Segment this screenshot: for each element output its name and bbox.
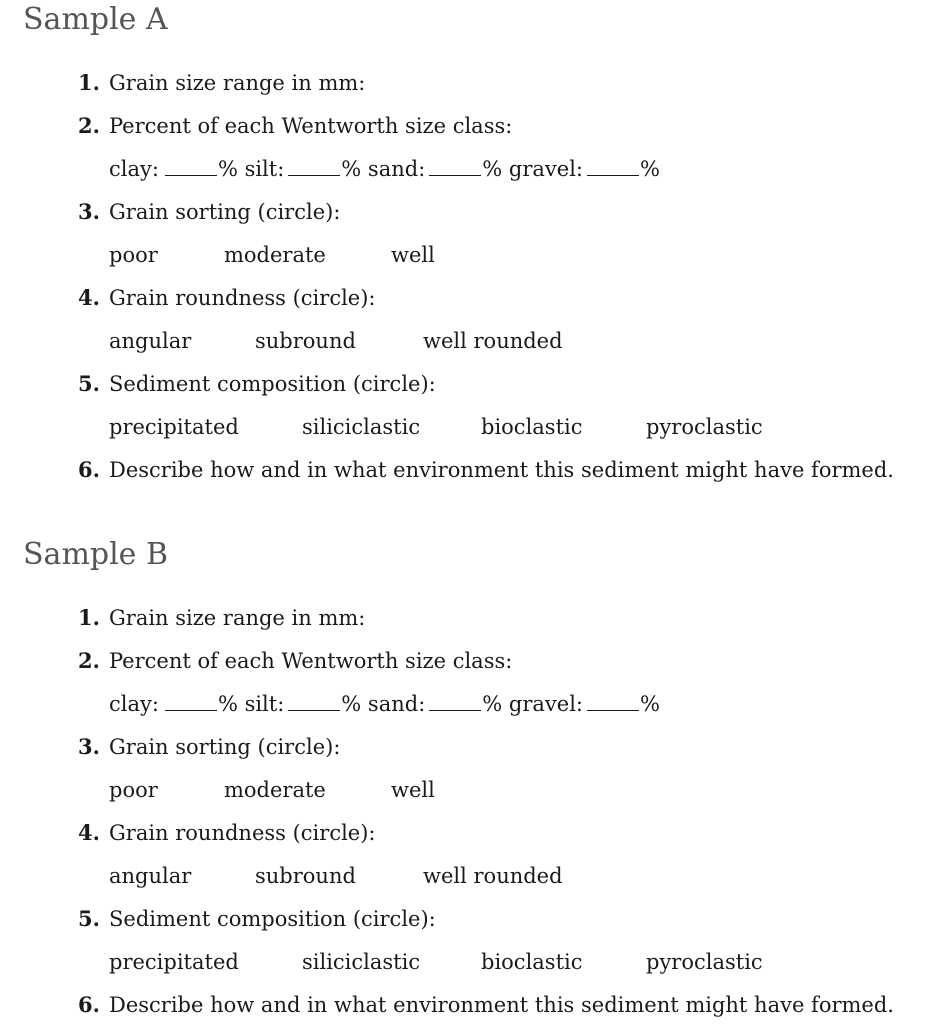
question-text: Grain size range in mm: (109, 606, 366, 630)
question-number: 4. (78, 820, 100, 845)
sorting-option-moderate[interactable]: moderate (224, 778, 326, 802)
roundness-option-well-rounded[interactable]: well rounded (423, 329, 563, 353)
question-text: Grain roundness (circle): (109, 286, 376, 310)
question-number: 4. (78, 285, 100, 310)
sample-title: Sample B (23, 537, 169, 572)
gravel-percent-blank[interactable] (587, 155, 639, 176)
sorting-option-moderate[interactable]: moderate (224, 243, 326, 267)
question-2 (78, 646, 512, 676)
composition-option-pyroclastic[interactable]: pyroclastic (646, 415, 763, 439)
question-number: 2. (78, 113, 100, 138)
sand-percent-blank[interactable] (429, 155, 481, 176)
composition-option-siliciclastic[interactable]: siliciclastic (302, 415, 421, 439)
roundness-option-well-rounded[interactable]: well rounded (423, 864, 563, 888)
question-number: 5. (78, 371, 100, 396)
sand-label: % sand: (341, 157, 426, 181)
question-number: 3. (78, 734, 100, 759)
clay-percent-blank[interactable] (165, 155, 217, 176)
sorting-option-poor[interactable]: poor (109, 778, 158, 802)
roundness-option-angular[interactable]: angular (109, 329, 192, 353)
question-2 (78, 111, 512, 141)
percent-end-label: % (640, 692, 660, 716)
question-number: 3. (78, 199, 100, 224)
question-number: 6. (78, 457, 100, 482)
question-6 (78, 455, 894, 485)
sand-label: % sand: (341, 692, 426, 716)
question-text: Percent of each Wentworth size class: (109, 114, 513, 138)
question-number: 1. (78, 70, 100, 95)
composition-option-bioclastic[interactable]: bioclastic (481, 415, 583, 439)
composition-option-bioclastic[interactable]: bioclastic (481, 950, 583, 974)
question-5 (78, 369, 436, 399)
question-text: Grain sorting (circle): (109, 200, 341, 224)
percent-blanks-row (109, 154, 660, 184)
roundness-option-subround[interactable]: subround (255, 864, 356, 888)
percent-blanks-row (109, 689, 660, 719)
roundness-option-subround[interactable]: subround (255, 329, 356, 353)
clay-percent-blank[interactable] (165, 690, 217, 711)
composition-option-pyroclastic[interactable]: pyroclastic (646, 950, 763, 974)
question-3 (78, 197, 340, 227)
question-number: 1. (78, 605, 100, 630)
question-text: Sediment composition (circle): (109, 907, 436, 931)
sorting-option-well[interactable]: well (391, 778, 435, 802)
question-text: Describe how and in what environment this sediment might have formed. (109, 458, 894, 482)
clay-label: clay: (109, 692, 159, 716)
question-3 (78, 732, 340, 762)
gravel-label: % gravel: (482, 692, 583, 716)
silt-percent-blank[interactable] (288, 690, 340, 711)
sorting-option-well[interactable]: well (391, 243, 435, 267)
question-text: Describe how and in what environment this sediment might have formed. (109, 993, 894, 1017)
silt-label: % silt: (217, 692, 285, 716)
silt-percent-blank[interactable] (288, 155, 340, 176)
question-number: 5. (78, 906, 100, 931)
question-1 (78, 68, 365, 98)
sample-title: Sample A (23, 2, 168, 37)
question-text: Percent of each Wentworth size class: (109, 649, 513, 673)
clay-label: clay: (109, 157, 159, 181)
composition-option-precipitated[interactable]: precipitated (109, 950, 239, 974)
sand-percent-blank[interactable] (429, 690, 481, 711)
question-number: 2. (78, 648, 100, 673)
roundness-option-angular[interactable]: angular (109, 864, 192, 888)
question-6 (78, 990, 894, 1020)
question-5 (78, 904, 436, 934)
composition-option-siliciclastic[interactable]: siliciclastic (302, 950, 421, 974)
question-text: Grain size range in mm: (109, 71, 366, 95)
question-number: 6. (78, 992, 100, 1017)
gravel-label: % gravel: (482, 157, 583, 181)
silt-label: % silt: (217, 157, 285, 181)
question-1 (78, 603, 365, 633)
question-4 (78, 283, 376, 313)
question-text: Sediment composition (circle): (109, 372, 436, 396)
question-text: Grain roundness (circle): (109, 821, 376, 845)
question-4 (78, 818, 376, 848)
percent-end-label: % (640, 157, 660, 181)
gravel-percent-blank[interactable] (587, 690, 639, 711)
composition-option-precipitated[interactable]: precipitated (109, 415, 239, 439)
question-text: Grain sorting (circle): (109, 735, 341, 759)
sorting-option-poor[interactable]: poor (109, 243, 158, 267)
